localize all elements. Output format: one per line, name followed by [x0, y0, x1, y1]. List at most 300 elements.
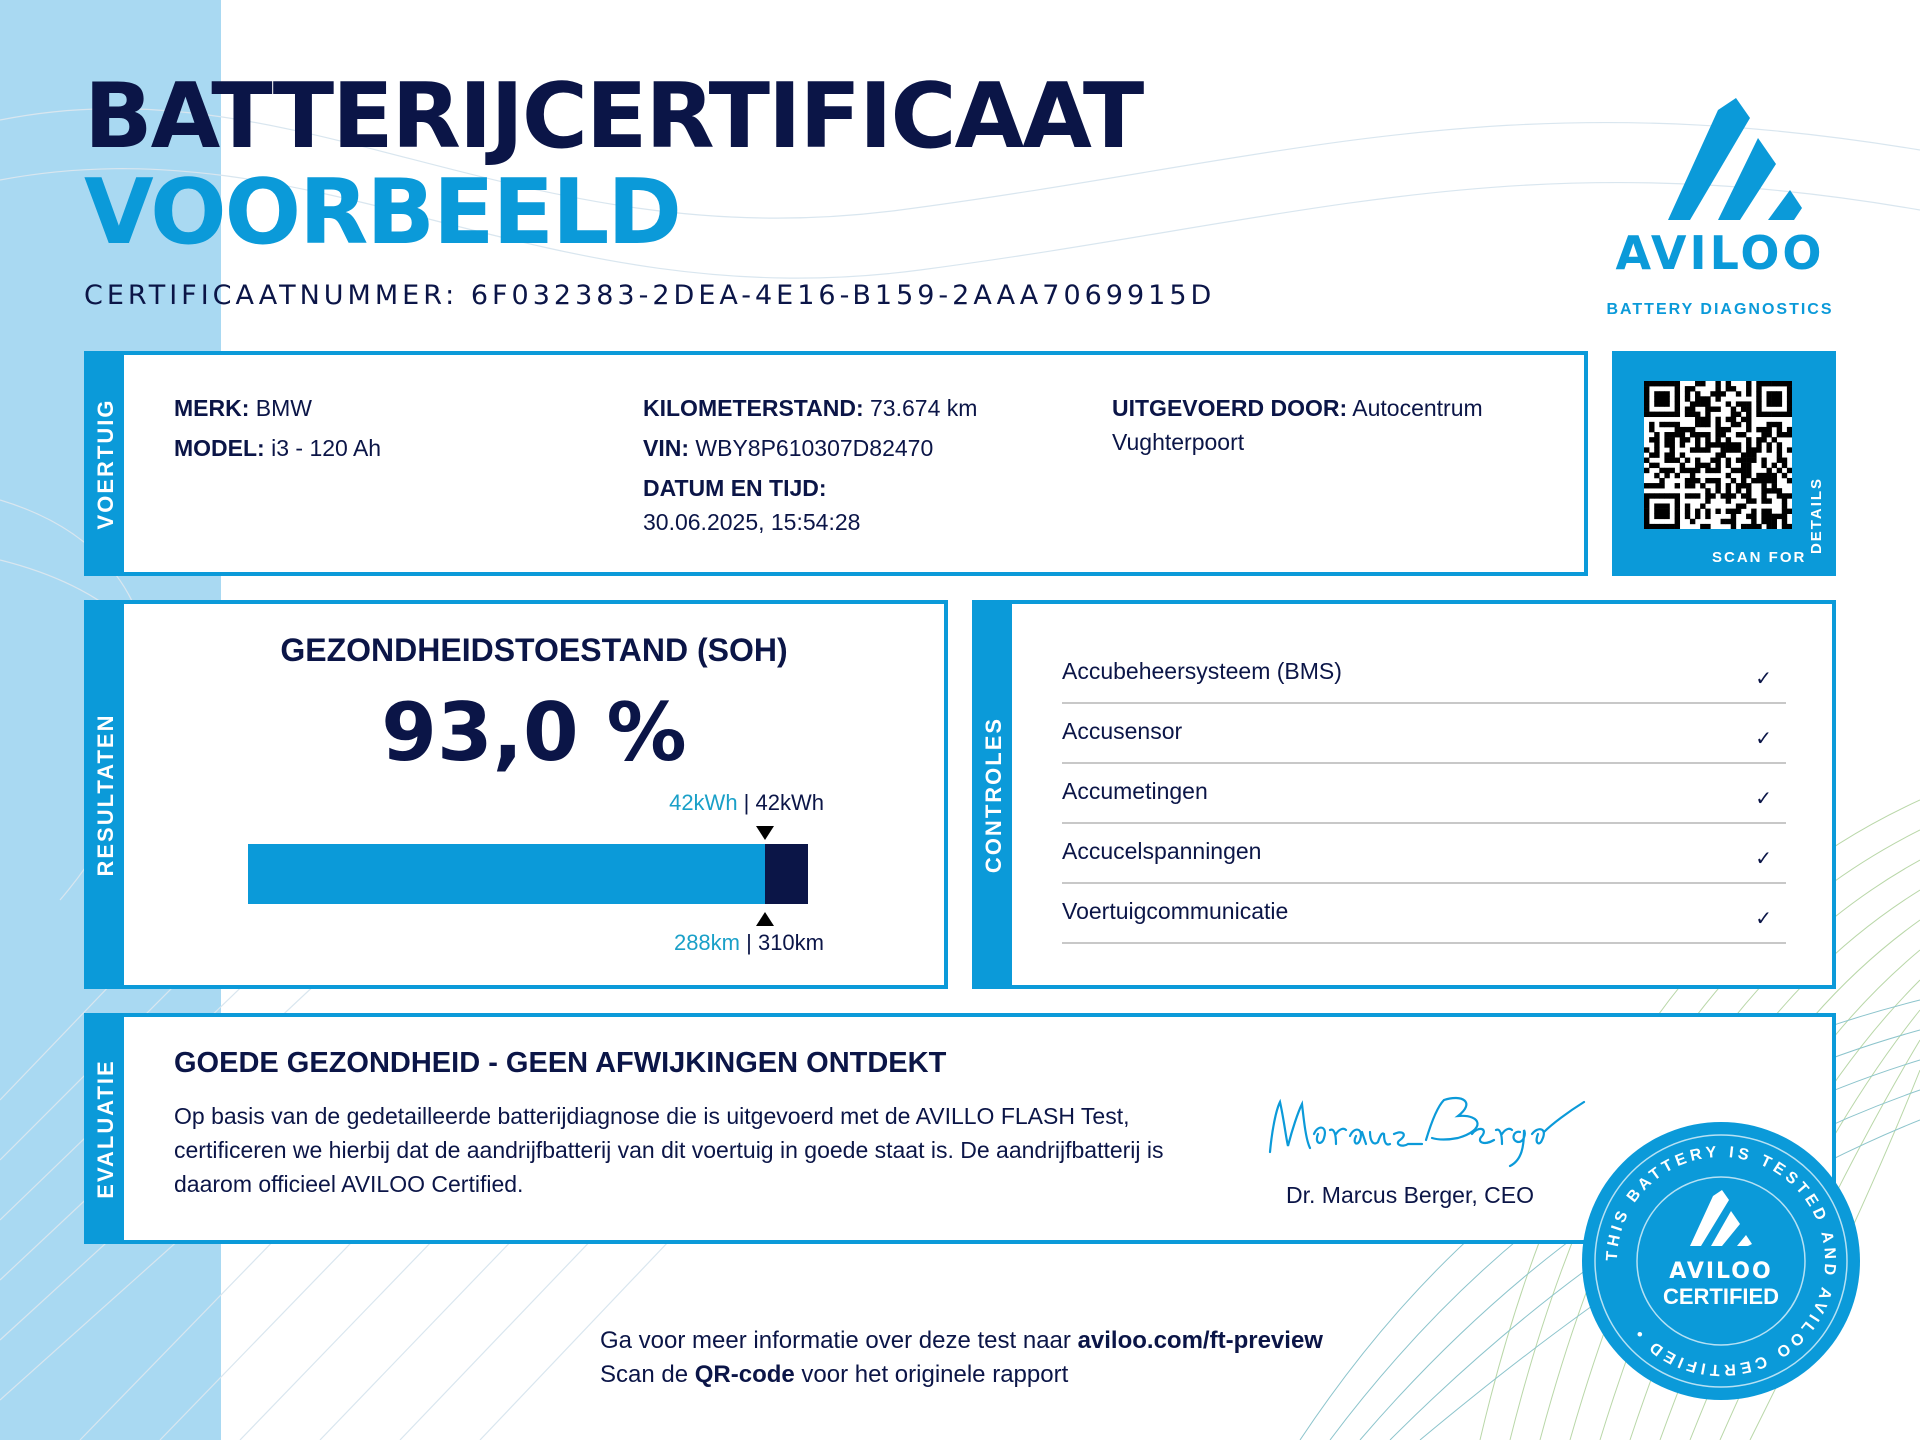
qr-module	[1659, 381, 1664, 386]
qr-module	[1664, 524, 1669, 529]
qr-module	[1654, 396, 1659, 401]
qr-module	[1726, 509, 1731, 514]
qr-module	[1644, 396, 1649, 401]
qr-module	[1710, 493, 1715, 498]
qr-module	[1664, 396, 1669, 401]
qr-module	[1675, 391, 1680, 396]
qr-module	[1746, 412, 1751, 417]
qr-module	[1772, 488, 1777, 493]
range-separator: |	[740, 930, 758, 955]
qr-module	[1787, 509, 1792, 514]
qr-module	[1782, 463, 1787, 468]
qr-module	[1654, 473, 1659, 478]
qr-module	[1766, 524, 1771, 529]
qr-module	[1654, 452, 1659, 457]
certificate-title: BATTERIJCERTIFICAAT	[84, 64, 1143, 169]
qr-module	[1685, 509, 1690, 514]
qr-module	[1721, 519, 1726, 524]
qr-module	[1675, 493, 1680, 498]
qr-module	[1787, 381, 1792, 386]
qr-module	[1654, 412, 1659, 417]
controls-tab-label: CONTROLES	[981, 716, 1006, 873]
range-readout	[674, 930, 824, 956]
vehicle-performed-by	[1112, 391, 1483, 459]
qr-module	[1777, 514, 1782, 519]
qr-module	[1680, 452, 1685, 457]
qr-module	[1731, 514, 1736, 519]
qr-module	[1705, 478, 1710, 483]
qr-module	[1710, 391, 1715, 396]
qr-module	[1726, 483, 1731, 488]
qr-module	[1664, 503, 1669, 508]
qr-module	[1644, 483, 1649, 488]
certified-seal-icon	[1580, 1120, 1862, 1402]
list-item	[1062, 644, 1786, 704]
qr-module	[1736, 391, 1741, 396]
datetime-label: DATUM EN TIJD:	[643, 475, 827, 501]
qr-module	[1782, 412, 1787, 417]
soh-bar-remainder	[765, 844, 808, 904]
qr-module	[1761, 498, 1766, 503]
qr-module	[1741, 432, 1746, 437]
qr-module	[1756, 437, 1761, 442]
qr-module	[1746, 422, 1751, 427]
brand-value: BMW	[255, 395, 312, 421]
qr-module	[1685, 483, 1690, 488]
certificate-number-label: CERTIFICAATNUMMER:	[84, 280, 459, 311]
qr-module	[1664, 509, 1669, 514]
qr-module	[1705, 524, 1710, 529]
qr-module	[1777, 432, 1782, 437]
vin-label: VIN:	[643, 435, 689, 461]
qr-module	[1741, 524, 1746, 529]
qr-module	[1715, 396, 1720, 401]
qr-module	[1654, 381, 1659, 386]
qr-module	[1787, 524, 1792, 529]
qr-module	[1777, 488, 1782, 493]
qr-module	[1715, 509, 1720, 514]
qr-module	[1782, 524, 1787, 529]
qr-module	[1726, 437, 1731, 442]
qr-module	[1695, 437, 1700, 442]
qr-module	[1670, 458, 1675, 463]
qr-module	[1705, 407, 1710, 412]
qr-module	[1690, 468, 1695, 473]
footer-scan-prefix: Scan de	[600, 1361, 695, 1388]
capacity-current: 42kWh	[669, 790, 738, 815]
qr-module	[1761, 381, 1766, 386]
qr-module	[1715, 391, 1720, 396]
qr-module	[1731, 442, 1736, 447]
qr-module	[1782, 432, 1787, 437]
qr-module	[1715, 458, 1720, 463]
qr-module	[1700, 447, 1705, 452]
qr-module	[1690, 432, 1695, 437]
footer-qr-bold: QR-code	[694, 1361, 795, 1388]
qr-module	[1654, 509, 1659, 514]
qr-module	[1644, 458, 1649, 463]
qr-module	[1772, 437, 1777, 442]
qr-module	[1675, 386, 1680, 391]
qr-module	[1726, 401, 1731, 406]
footer-link[interactable]: aviloo.com/ft-preview	[1077, 1327, 1323, 1354]
qr-module	[1782, 381, 1787, 386]
qr-module	[1787, 493, 1792, 498]
qr-module	[1649, 427, 1654, 432]
qr-module	[1675, 381, 1680, 386]
qr-module	[1644, 386, 1649, 391]
qr-code[interactable]	[1644, 381, 1792, 529]
qr-module	[1700, 417, 1705, 422]
qr-module	[1777, 422, 1782, 427]
qr-module	[1736, 401, 1741, 406]
certificate-number-value: 6F032383-2DEA-4E16-B159-2AAA7069915D	[470, 280, 1216, 311]
signer-name: Dr. Marcus Berger, CEO	[1286, 1182, 1534, 1208]
qr-module	[1746, 524, 1751, 529]
qr-module	[1664, 442, 1669, 447]
results-tab-label: RESULTATEN	[93, 713, 118, 876]
qr-module	[1644, 514, 1649, 519]
vehicle-card	[84, 351, 1588, 576]
qr-module	[1772, 381, 1777, 386]
qr-module	[1680, 463, 1685, 468]
qr-module	[1782, 458, 1787, 463]
qr-module	[1746, 498, 1751, 503]
qr-module	[1726, 498, 1731, 503]
qr-module	[1741, 417, 1746, 422]
evaluation-title: GOEDE GEZONDHEID - GEEN AFWIJKINGEN ONTDEKT	[174, 1047, 947, 1079]
qr-module	[1690, 427, 1695, 432]
soh-value: 93,0 %	[381, 686, 687, 779]
qr-module	[1721, 447, 1726, 452]
qr-module	[1680, 442, 1685, 447]
logo-wordmark: AVILOO	[1615, 226, 1825, 280]
qr-module	[1705, 514, 1710, 519]
qr-module	[1761, 437, 1766, 442]
mileage-label: KILOMETERSTAND:	[643, 395, 864, 421]
qr-module	[1654, 442, 1659, 447]
qr-module	[1715, 468, 1720, 473]
footer-line-1	[600, 1324, 1323, 1358]
qr-module	[1746, 401, 1751, 406]
checkmark-icon: ✓	[1755, 908, 1772, 930]
qr-module	[1741, 478, 1746, 483]
qr-module	[1649, 412, 1654, 417]
qr-module	[1766, 478, 1771, 483]
qr-module	[1675, 407, 1680, 412]
qr-module	[1695, 396, 1700, 401]
qr-module	[1675, 458, 1680, 463]
qr-module	[1746, 468, 1751, 473]
soh-bar-fill	[248, 844, 765, 904]
qr-module	[1777, 401, 1782, 406]
footer-scan-suffix: voor het originele rapport	[794, 1361, 1069, 1388]
qr-module	[1715, 407, 1720, 412]
qr-module	[1705, 401, 1710, 406]
performed-by-value-line2: Vughterpoort	[1112, 429, 1245, 455]
qr-module	[1736, 442, 1741, 447]
qr-module	[1654, 493, 1659, 498]
controls-list	[1062, 644, 1786, 944]
qr-module	[1710, 468, 1715, 473]
qr-module	[1675, 503, 1680, 508]
qr-module	[1787, 391, 1792, 396]
qr-module	[1777, 452, 1782, 457]
qr-module	[1685, 468, 1690, 473]
performed-by-value-line1: Autocentrum	[1352, 395, 1483, 421]
qr-module	[1644, 498, 1649, 503]
seal-certified-label: CERTIFIED	[1662, 1284, 1780, 1309]
qr-module	[1654, 401, 1659, 406]
range-original: 310km	[757, 930, 824, 955]
qr-module	[1756, 412, 1761, 417]
qr-module	[1741, 493, 1746, 498]
list-item	[1062, 824, 1786, 884]
qr-module	[1731, 417, 1736, 422]
qr-module	[1659, 478, 1664, 483]
qr-module	[1695, 509, 1700, 514]
qr-module	[1644, 519, 1649, 524]
qr-module	[1710, 458, 1715, 463]
qr-module	[1736, 447, 1741, 452]
range-current: 288km	[673, 930, 740, 955]
qr-module	[1772, 401, 1777, 406]
qr-module	[1761, 483, 1766, 488]
qr-module	[1746, 493, 1751, 498]
qr-module	[1751, 458, 1756, 463]
qr-module	[1756, 396, 1761, 401]
qr-module	[1761, 473, 1766, 478]
qr-module	[1670, 493, 1675, 498]
qr-module	[1731, 386, 1736, 391]
vehicle-tab-label: VOERTUIG	[93, 398, 118, 529]
qr-module	[1766, 422, 1771, 427]
mileage-value: 73.674 km	[870, 395, 978, 421]
qr-module	[1715, 488, 1720, 493]
qr-module	[1756, 401, 1761, 406]
qr-module	[1715, 442, 1720, 447]
qr-module	[1751, 514, 1756, 519]
qr-module	[1736, 468, 1741, 473]
qr-module	[1659, 514, 1664, 519]
qr-module	[1751, 519, 1756, 524]
qr-module	[1721, 493, 1726, 498]
qr-module	[1741, 407, 1746, 412]
qr-module	[1685, 514, 1690, 519]
qr-module	[1664, 401, 1669, 406]
qr-module	[1751, 509, 1756, 514]
qr-module	[1756, 447, 1761, 452]
qr-module	[1766, 391, 1771, 396]
qr-module	[1782, 498, 1787, 503]
qr-module	[1690, 447, 1695, 452]
qr-module	[1772, 396, 1777, 401]
qr-module	[1649, 483, 1654, 488]
qr-module	[1675, 473, 1680, 478]
footer	[600, 1324, 1323, 1392]
qr-module	[1731, 509, 1736, 514]
qr-side-label: DETAILS	[1808, 476, 1826, 555]
list-item	[1062, 704, 1786, 764]
qr-module	[1715, 478, 1720, 483]
qr-module	[1746, 458, 1751, 463]
qr-module	[1772, 519, 1777, 524]
qr-module	[1695, 463, 1700, 468]
qr-module	[1705, 493, 1710, 498]
qr-module	[1675, 519, 1680, 524]
qr-module	[1690, 401, 1695, 406]
seal-wordmark: AVILOO	[1669, 1259, 1773, 1284]
qr-module	[1756, 386, 1761, 391]
qr-module	[1726, 381, 1731, 386]
qr-module	[1705, 498, 1710, 503]
checkmark-icon: ✓	[1755, 668, 1772, 690]
qr-module	[1659, 509, 1664, 514]
qr-module	[1721, 432, 1726, 437]
qr-module	[1695, 478, 1700, 483]
qr-module	[1746, 391, 1751, 396]
qr-module	[1726, 427, 1731, 432]
certificate-subtitle: VOORBEELD	[84, 160, 681, 265]
qr-module	[1705, 468, 1710, 473]
qr-module	[1751, 524, 1756, 529]
control-label: Accumetingen	[1062, 778, 1208, 804]
qr-module	[1787, 407, 1792, 412]
qr-module	[1680, 432, 1685, 437]
qr-module	[1756, 407, 1761, 412]
qr-module	[1751, 498, 1756, 503]
qr-module	[1700, 483, 1705, 488]
qr-module	[1761, 432, 1766, 437]
vehicle-tab	[88, 355, 124, 572]
checkmark-icon: ✓	[1755, 788, 1772, 810]
qr-module	[1746, 407, 1751, 412]
qr-module	[1670, 422, 1675, 427]
soh-marker-top-icon	[756, 826, 774, 840]
qr-module	[1756, 427, 1761, 432]
qr-module	[1761, 412, 1766, 417]
qr-module	[1715, 427, 1720, 432]
qr-module	[1731, 468, 1736, 473]
qr-module	[1659, 401, 1664, 406]
qr-module	[1761, 427, 1766, 432]
list-item	[1062, 764, 1786, 824]
qr-module	[1695, 391, 1700, 396]
qr-module	[1777, 396, 1782, 401]
qr-module	[1741, 463, 1746, 468]
qr-module	[1654, 432, 1659, 437]
qr-module	[1685, 458, 1690, 463]
qr-module	[1680, 437, 1685, 442]
qr-module	[1777, 447, 1782, 452]
qr-module	[1756, 391, 1761, 396]
qr-module	[1751, 452, 1756, 457]
model-label: MODEL:	[174, 435, 265, 461]
qr-module	[1705, 488, 1710, 493]
qr-module	[1741, 473, 1746, 478]
qr-module	[1695, 417, 1700, 422]
qr-module	[1685, 407, 1690, 412]
control-label: Voertuigcommunicatie	[1062, 898, 1289, 924]
qr-module	[1664, 412, 1669, 417]
evaluation-text: Op basis van de gedetailleerde batterijdiagnose die is uitgevoerd met de AVILLO FLASH Test, certificeren we hierbij dat de aandrijfbatterij van dit voertuig in goede staat is. De aandrijfbatterij is daarom officieel AVILOO Certified.	[174, 1103, 1164, 1197]
qr-module	[1649, 381, 1654, 386]
qr-module	[1726, 386, 1731, 391]
qr-module	[1787, 412, 1792, 417]
qr-module	[1726, 473, 1731, 478]
qr-module	[1644, 412, 1649, 417]
qr-module	[1715, 437, 1720, 442]
qr-module	[1690, 478, 1695, 483]
qr-module	[1675, 509, 1680, 514]
qr-module	[1756, 442, 1761, 447]
qr-module	[1675, 483, 1680, 488]
qr-module	[1690, 412, 1695, 417]
soh-bar	[248, 822, 808, 932]
qr-module	[1675, 412, 1680, 417]
qr-module	[1726, 458, 1731, 463]
qr-module	[1782, 493, 1787, 498]
qr-module	[1731, 412, 1736, 417]
footer-line-2	[600, 1358, 1323, 1392]
qr-module	[1756, 524, 1761, 529]
qr-module	[1741, 483, 1746, 488]
certificate-number	[84, 280, 1215, 311]
qr-module	[1705, 432, 1710, 437]
qr-module	[1746, 442, 1751, 447]
qr-module	[1695, 468, 1700, 473]
qr-module	[1746, 483, 1751, 488]
qr-module	[1644, 401, 1649, 406]
qr-module	[1649, 452, 1654, 457]
qr-module	[1715, 422, 1720, 427]
qr-module	[1664, 432, 1669, 437]
qr-module	[1746, 437, 1751, 442]
qr-module	[1726, 488, 1731, 493]
capacity-original: 42kWh	[755, 790, 824, 815]
qr-module	[1649, 463, 1654, 468]
qr-module	[1700, 422, 1705, 427]
qr-module	[1710, 407, 1715, 412]
qr-module	[1766, 442, 1771, 447]
qr-module	[1644, 468, 1649, 473]
qr-module	[1756, 478, 1761, 483]
qr-module	[1695, 458, 1700, 463]
qr-module	[1644, 509, 1649, 514]
qr-module	[1766, 396, 1771, 401]
checkmark-icon: ✓	[1755, 728, 1772, 750]
qr-module	[1746, 473, 1751, 478]
qr-module	[1670, 412, 1675, 417]
qr-module	[1746, 463, 1751, 468]
qr-module	[1664, 381, 1669, 386]
datetime-value: 30.06.2025, 15:54:28	[643, 509, 861, 535]
qr-module	[1685, 478, 1690, 483]
qr-module	[1675, 427, 1680, 432]
qr-module	[1772, 478, 1777, 483]
qr-module	[1695, 432, 1700, 437]
qr-module	[1710, 442, 1715, 447]
qr-code-panel[interactable]	[1612, 351, 1836, 576]
qr-module	[1746, 452, 1751, 457]
qr-module	[1664, 514, 1669, 519]
qr-module	[1695, 381, 1700, 386]
qr-module	[1700, 432, 1705, 437]
qr-module	[1654, 483, 1659, 488]
qr-module	[1670, 432, 1675, 437]
qr-module	[1746, 514, 1751, 519]
control-label: Accubeheersysteem (BMS)	[1062, 658, 1342, 684]
